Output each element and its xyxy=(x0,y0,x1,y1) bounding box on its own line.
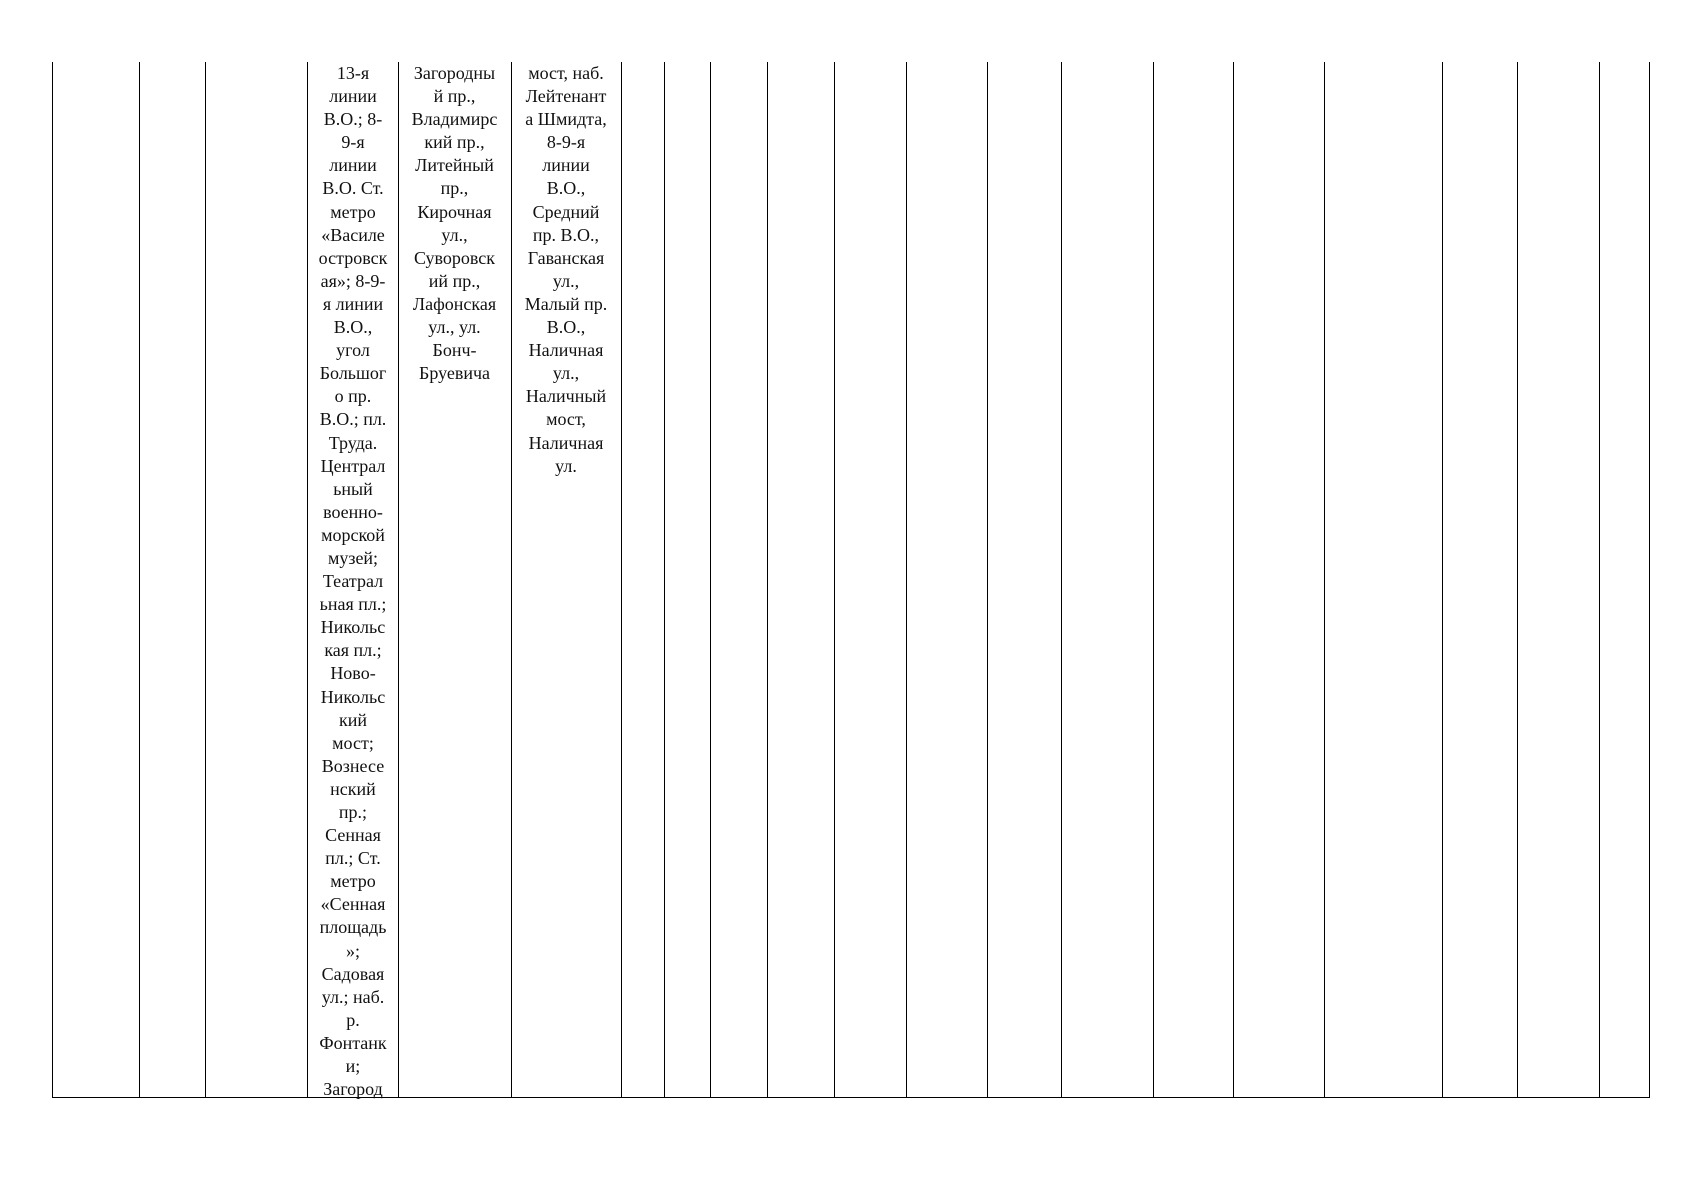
cell-text-line: метро xyxy=(330,871,376,892)
cell-text-line: Бонч- xyxy=(432,340,477,361)
cell-text-line: ул.; наб. xyxy=(321,986,385,1007)
cell-text-line: музей; xyxy=(327,547,379,568)
cell-text-line: В.О. Ст. xyxy=(322,178,384,199)
cell-text-line: Кирочная xyxy=(417,201,492,222)
table-border-line xyxy=(621,62,622,1098)
table-cell-route-stops xyxy=(309,62,397,1101)
cell-text-line: морской xyxy=(321,524,385,545)
cell-text-line: 13-я xyxy=(336,63,370,83)
cell-text-line: мост; xyxy=(332,732,374,753)
cell-text-line: ьная пл.; xyxy=(319,594,387,615)
cell-text-line: Суворовск xyxy=(413,247,496,268)
cell-text-line: а Шмидта, xyxy=(525,109,607,130)
table-border-line xyxy=(664,62,665,1098)
cell-text-line: 9-я xyxy=(341,132,365,153)
cell-text-line: пр.; xyxy=(338,802,368,822)
cell-text-line: Труда. xyxy=(328,432,378,453)
cell-text-line: Никольс xyxy=(320,617,386,638)
table-border-line xyxy=(710,62,711,1098)
cell-text-line: 8-9-я xyxy=(546,132,586,153)
cell-text-line: Фонтанк xyxy=(319,1032,387,1053)
cell-text-line: Наличная xyxy=(528,340,604,361)
cell-text-line: «Сенная xyxy=(320,894,386,915)
table-border-line xyxy=(1324,62,1325,1098)
table-border-line xyxy=(1517,62,1518,1098)
cell-text-line: Театрал xyxy=(322,571,384,592)
table-border-line xyxy=(987,62,988,1098)
table-bottom-border xyxy=(52,1097,1650,1098)
table-border-line xyxy=(1649,62,1650,1098)
table-cell-route-reverse xyxy=(512,62,620,478)
cell-text-line: кая пл.; xyxy=(324,640,382,661)
cell-text-line: пр., xyxy=(440,178,469,199)
table-border-line xyxy=(834,62,835,1098)
table-border-line xyxy=(767,62,768,1098)
table-border-line xyxy=(205,62,206,1098)
cell-text-line: Никольс xyxy=(320,686,386,707)
cell-text-line: В.О.; пл. xyxy=(319,409,387,430)
cell-text-line: кий xyxy=(338,709,367,730)
cell-text-line: Загород xyxy=(323,1079,383,1100)
table-cell-route-streets xyxy=(399,62,510,385)
cell-text-line: и; xyxy=(345,1056,361,1077)
table-border-line xyxy=(906,62,907,1098)
cell-text-line: Садовая xyxy=(321,963,385,984)
table-border-line xyxy=(1153,62,1154,1098)
cell-text-line: линии xyxy=(329,155,377,176)
table-border-line xyxy=(1442,62,1443,1098)
cell-text-line: линии xyxy=(329,86,377,107)
cell-text-line: й пр., xyxy=(433,86,476,107)
cell-text-line: ул., ул. xyxy=(428,317,481,338)
cell-text-line: Загородны xyxy=(413,63,496,83)
cell-text-line: нский xyxy=(330,778,376,799)
table-border-line xyxy=(1233,62,1234,1098)
cell-text-line: ьный xyxy=(333,478,373,499)
cell-text-line: пл.; Ст. xyxy=(325,848,381,869)
cell-text-line: р. xyxy=(346,1009,360,1030)
cell-text-line: островск xyxy=(318,247,388,268)
cell-text-line: военно- xyxy=(323,501,383,522)
cell-text-line: пр. В.О., xyxy=(532,224,600,245)
cell-text-line: Владимирс xyxy=(411,109,498,130)
cell-text-line: Сенная xyxy=(325,825,381,846)
cell-text-line: ул., xyxy=(552,363,580,384)
cell-text-line: мост, xyxy=(546,409,586,430)
cell-text-line: ая»; 8-9- xyxy=(320,270,386,291)
cell-text-line: площадь xyxy=(319,917,387,938)
cell-text-line: ул., xyxy=(552,270,580,291)
cell-text-line: о пр. xyxy=(334,386,372,407)
cell-text-line: мост, наб. xyxy=(528,63,604,83)
cell-text-line: Централ xyxy=(320,455,386,476)
cell-text-line: Малый пр. xyxy=(524,293,608,314)
cell-text-line: Наличный xyxy=(525,386,607,407)
cell-text-line: В.О., xyxy=(546,178,586,199)
cell-text-line: В.О., xyxy=(333,317,373,338)
table-border-line xyxy=(1599,62,1600,1098)
cell-text-line: Вознесе xyxy=(321,755,385,776)
cell-text-line: В.О., xyxy=(546,317,586,338)
cell-text-line: Литейный xyxy=(415,155,494,176)
cell-text-line: Средний xyxy=(532,201,600,222)
table-border-line xyxy=(139,62,140,1098)
cell-text-line: Большог xyxy=(319,363,387,384)
cell-text-line: кий пр., xyxy=(424,132,485,153)
table-border-line xyxy=(1061,62,1062,1098)
cell-text-line: Наличная xyxy=(528,432,604,453)
cell-text-line: Лейтенант xyxy=(525,86,607,107)
table-border-line xyxy=(52,62,53,1098)
cell-text-line: ий пр., xyxy=(428,270,481,291)
cell-text-line: ул., xyxy=(441,224,468,245)
cell-text-line: Ново- xyxy=(330,663,376,684)
cell-text-line: Лафонская xyxy=(412,293,497,314)
cell-text-line: Гаванская xyxy=(527,247,605,268)
cell-text-line: метро xyxy=(330,201,376,222)
cell-text-line: »; xyxy=(345,940,360,961)
table-border-line xyxy=(307,62,308,1098)
cell-text-line: «Василе xyxy=(321,224,385,245)
cell-text-line: угол xyxy=(336,340,370,361)
cell-text-line: Бруевича xyxy=(418,363,491,384)
cell-text-line: линии xyxy=(542,155,590,176)
cell-text-line: ул. xyxy=(555,455,577,476)
cell-text-line: я линии xyxy=(322,293,384,314)
cell-text-line: В.О.; 8- xyxy=(323,109,383,130)
